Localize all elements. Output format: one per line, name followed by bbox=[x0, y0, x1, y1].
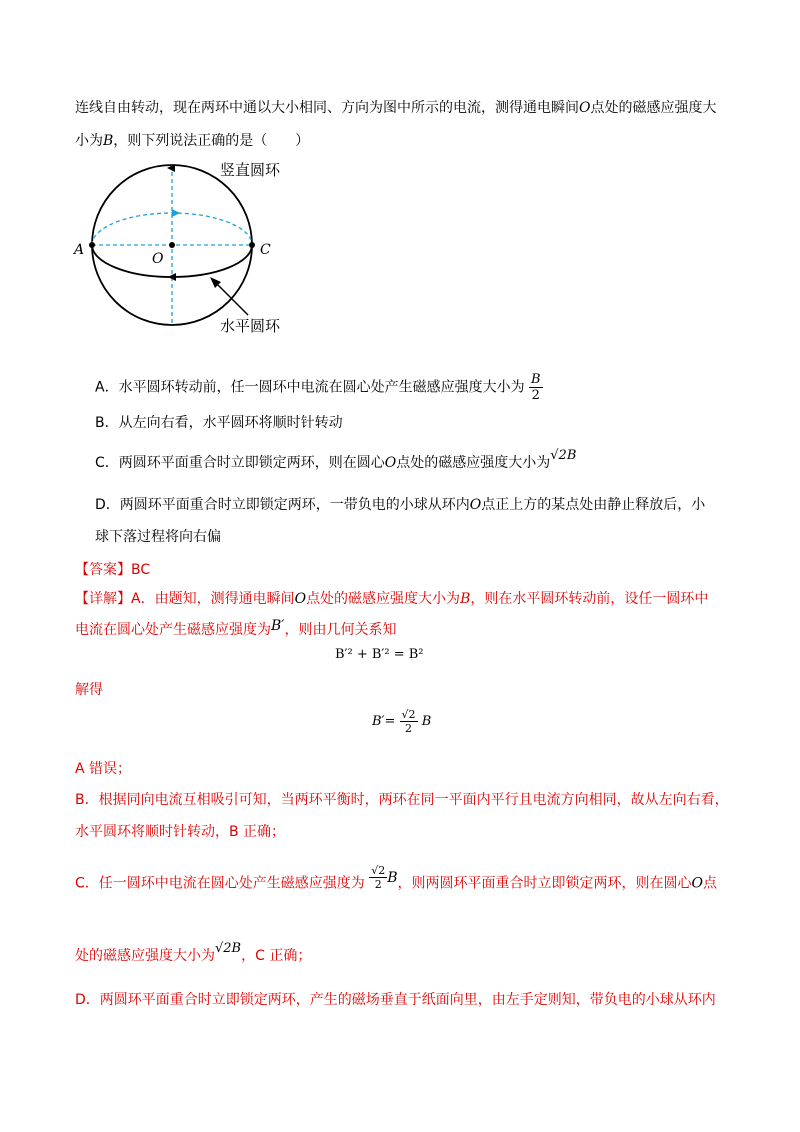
symbol-o: O bbox=[384, 455, 397, 471]
point-c-dot bbox=[249, 242, 255, 248]
label-o: O bbox=[152, 251, 164, 267]
question-line-1 bbox=[75, 98, 716, 118]
equation-1: B′² + B′² = B² bbox=[335, 647, 424, 662]
vertical-ring-label: 竖直圆环 bbox=[220, 161, 281, 179]
fraction-sqrt2-over-2 bbox=[369, 864, 387, 891]
detail-c-line-2 bbox=[75, 941, 312, 967]
detail-text: ，C 正确； bbox=[241, 948, 312, 964]
fraction-numerator: √2 bbox=[401, 708, 416, 721]
option-d-text: 点正上方的某点处由静止释放后，小 bbox=[481, 497, 706, 513]
detail-line-1 bbox=[75, 589, 708, 609]
detail-text: C．任一圆环中电流在圆心处产生磁感应强度为 bbox=[75, 875, 365, 892]
label-a: A bbox=[74, 242, 85, 258]
answer-line bbox=[75, 560, 150, 580]
point-o-dot bbox=[169, 242, 175, 248]
solve-label: 解得 bbox=[75, 682, 103, 698]
answer-label: 【答案】 bbox=[75, 562, 131, 578]
label-c: C bbox=[260, 242, 271, 258]
sqrt2-b: √2B bbox=[550, 448, 577, 463]
fraction-b-over-2 bbox=[529, 372, 543, 403]
symbol-o: O bbox=[294, 591, 307, 607]
option-c-text: C．两圆环平面重合时立即锁定两环，则在圆心 bbox=[95, 455, 385, 471]
detail-text: ，则两圆环平面重合时立即锁定两环，则在圆心 bbox=[397, 875, 692, 892]
question-line-2 bbox=[75, 131, 309, 151]
detail-text: A．由题知，测得通电瞬间 bbox=[131, 591, 295, 607]
fraction-denominator: 2 bbox=[531, 388, 540, 403]
option-a bbox=[95, 372, 543, 403]
back-ring-arrow bbox=[172, 209, 180, 217]
option-d-line-2: 球下落过程将向右偏 bbox=[95, 529, 221, 545]
detail-label: 【详解】 bbox=[75, 591, 131, 607]
option-d-text: D．两圆环平面重合时立即锁定两环，一带负电的小球从环内 bbox=[95, 497, 470, 513]
question-text: ，则下列说法正确的是（ ） bbox=[113, 133, 310, 149]
fraction-sqrt2-over-2 bbox=[400, 708, 418, 735]
fraction-denominator: 2 bbox=[405, 722, 413, 735]
detail-b-line-2: 水平圆环将顺时针转动，B 正确； bbox=[75, 824, 286, 840]
detail-c-line-1 bbox=[75, 864, 718, 897]
rings-figure bbox=[70, 155, 330, 345]
symbol-o: O bbox=[469, 497, 482, 513]
detail-d-line-1: D．两圆环平面重合时立即锁定两环，产生的磁场垂直于纸面向里，由左手定则知，带负电的小球从环内 bbox=[75, 992, 716, 1008]
eq2-lhs: B′= bbox=[372, 714, 396, 729]
question-text: 点处的磁感应强度大 bbox=[590, 100, 717, 116]
detail-line-2 bbox=[75, 620, 396, 640]
detail-text: ，则在水平圆环转动前，设任一圆环中 bbox=[470, 591, 709, 607]
fraction-numerator: B bbox=[531, 372, 541, 387]
option-c-text: 点处的磁感应强度大小为 bbox=[396, 455, 551, 471]
detail-b-line-1: B．根据同向电流互相吸引可知，当两环平衡时，两环在同一平面内平行且电流方向相同，故从左向右看， bbox=[75, 792, 729, 808]
horizontal-ring-label: 水平圆环 bbox=[220, 317, 281, 335]
fraction-denominator: 2 bbox=[374, 878, 382, 891]
eq2-rhs: B bbox=[421, 714, 432, 729]
fraction-numerator: √2 bbox=[371, 864, 386, 877]
detail-text: ，则由几何关系知 bbox=[284, 622, 397, 638]
symbol-b: B bbox=[103, 133, 114, 149]
option-b: B．从左向右看，水平圆环将顺时针转动 bbox=[95, 415, 343, 431]
symbol-b-prime: B′ bbox=[271, 618, 285, 634]
option-a-text: A．水平圆环转动前，任一圆环中电流在圆心处产生磁感应强度大小为 bbox=[95, 379, 525, 396]
a-wrong: A 错误； bbox=[75, 761, 132, 777]
question-text: 小为 bbox=[75, 133, 103, 149]
option-c bbox=[95, 448, 577, 474]
detail-text: 点处的磁感应强度大小为 bbox=[306, 591, 461, 607]
question-text: 连线自由转动，现在两环中通以大小相同、方向为图中所示的电流，测得通电瞬间 bbox=[75, 100, 579, 116]
symbol-b: B bbox=[460, 591, 471, 607]
rings-diagram bbox=[70, 155, 330, 345]
detail-text: 电流在圆心处产生磁感应强度为 bbox=[75, 622, 271, 638]
detail-text: 处的磁感应强度大小为 bbox=[75, 948, 215, 964]
option-d-line-1 bbox=[95, 495, 705, 515]
symbol-o: O bbox=[579, 100, 591, 116]
answer-value: BC bbox=[131, 562, 151, 578]
point-a-dot bbox=[89, 242, 95, 248]
symbol-o: O bbox=[691, 875, 704, 892]
sqrt2-b: √2B bbox=[215, 941, 242, 956]
detail-text: 点 bbox=[703, 875, 718, 892]
symbol-b: B bbox=[387, 869, 398, 886]
equation-2 bbox=[372, 708, 431, 735]
